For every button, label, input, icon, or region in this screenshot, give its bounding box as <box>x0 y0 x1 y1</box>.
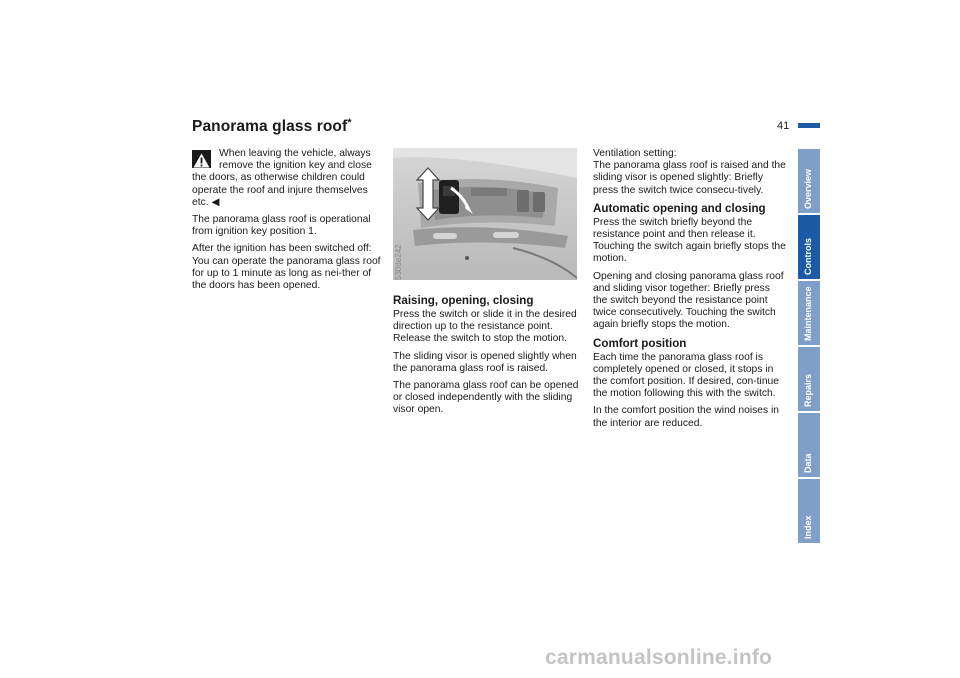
end-mark: ◀ <box>211 196 220 208</box>
raising-heading: Raising, opening, closing <box>393 294 534 307</box>
tab-controls[interactable] <box>798 215 820 279</box>
automatic-paragraph-2: Opening and closing panorama glass roof and sliding visor together: Briefly press the switch beyond the resistance point twice consecutively. Touching the switch again briefly stops the motion. <box>593 270 784 331</box>
page-title-text: Panorama glass roof <box>192 118 348 135</box>
tab-data[interactable] <box>798 413 820 477</box>
ventilation-label: Ventilation setting: <box>593 148 677 159</box>
optional-equipment-asterisk: * <box>347 117 352 129</box>
press-switch-paragraph <box>393 309 583 346</box>
column-right <box>593 148 786 435</box>
tab-maintenance-label: Maintenance <box>803 286 813 341</box>
tab-repairs[interactable] <box>798 347 820 411</box>
sliding-visor-paragraph: The sliding visor is opened slightly when the panorama glass roof is raised. <box>393 350 577 374</box>
watermark-text: carmanualsonline.info <box>545 646 773 669</box>
comfort-paragraph-2: In the comfort position the wind noises in the interior are reduced. <box>593 405 780 429</box>
ventilation-text: The panorama glass roof is raised and the sliding visor is opened slightly: Briefly press the switch twice consecu-tively. <box>593 160 786 196</box>
press-switch-text: Press the switch or slide it in the desired direction up to the resistance point. <box>393 309 577 333</box>
tab-maintenance[interactable] <box>798 281 820 345</box>
section-tabs <box>798 149 820 545</box>
tab-overview-label: Overview <box>803 168 813 209</box>
after-ignition-paragraph: After the ignition has been switched off: You can operate the panorama glass roof for up to 1 minute as long as nei-ther of the doors has been opened. <box>192 243 381 292</box>
tab-controls-label: Controls <box>803 238 813 275</box>
page-title <box>192 117 352 136</box>
tab-data-label: Data <box>803 453 813 473</box>
switch-photo <box>393 148 577 280</box>
page-number: 41 <box>777 120 790 132</box>
automatic-heading: Automatic opening and closing <box>593 201 766 215</box>
tab-index[interactable] <box>798 479 820 543</box>
automatic-paragraph-1: Press the switch briefly beyond the resistance point and then release it. Touching the switch again briefly stops the motion. <box>593 216 786 265</box>
operational-paragraph: The panorama glass roof is operational from ignition key position 1. <box>192 214 371 238</box>
independent-paragraph: The panorama glass roof can be opened or closed independently with the sliding visor open. <box>393 380 579 416</box>
comfort-heading: Comfort position <box>593 336 687 350</box>
page-marker-bar <box>798 123 820 128</box>
ventilation-paragraph <box>593 148 786 197</box>
warning-icon <box>192 150 211 168</box>
column-middle <box>393 292 583 422</box>
tab-index-label: Index <box>803 515 813 539</box>
comfort-paragraph-1: Each time the panorama glass roof is completely opened or closed, it stops in the comfort position. If desired, con-tinue the motion following this with the switch. <box>593 351 780 400</box>
column-left <box>192 148 385 297</box>
warning-text: When leaving the vehicle, always remove the ignition key and close the doors, as otherwise children could operate the roof and injure themselves etc. <box>192 148 372 208</box>
tab-overview[interactable] <box>798 149 820 213</box>
warning-paragraph <box>192 148 385 209</box>
image-code: 530de242 <box>394 244 403 280</box>
release-switch-text: Release the switch to stop the motion. <box>393 333 567 345</box>
tab-repairs-label: Repairs <box>803 373 813 407</box>
